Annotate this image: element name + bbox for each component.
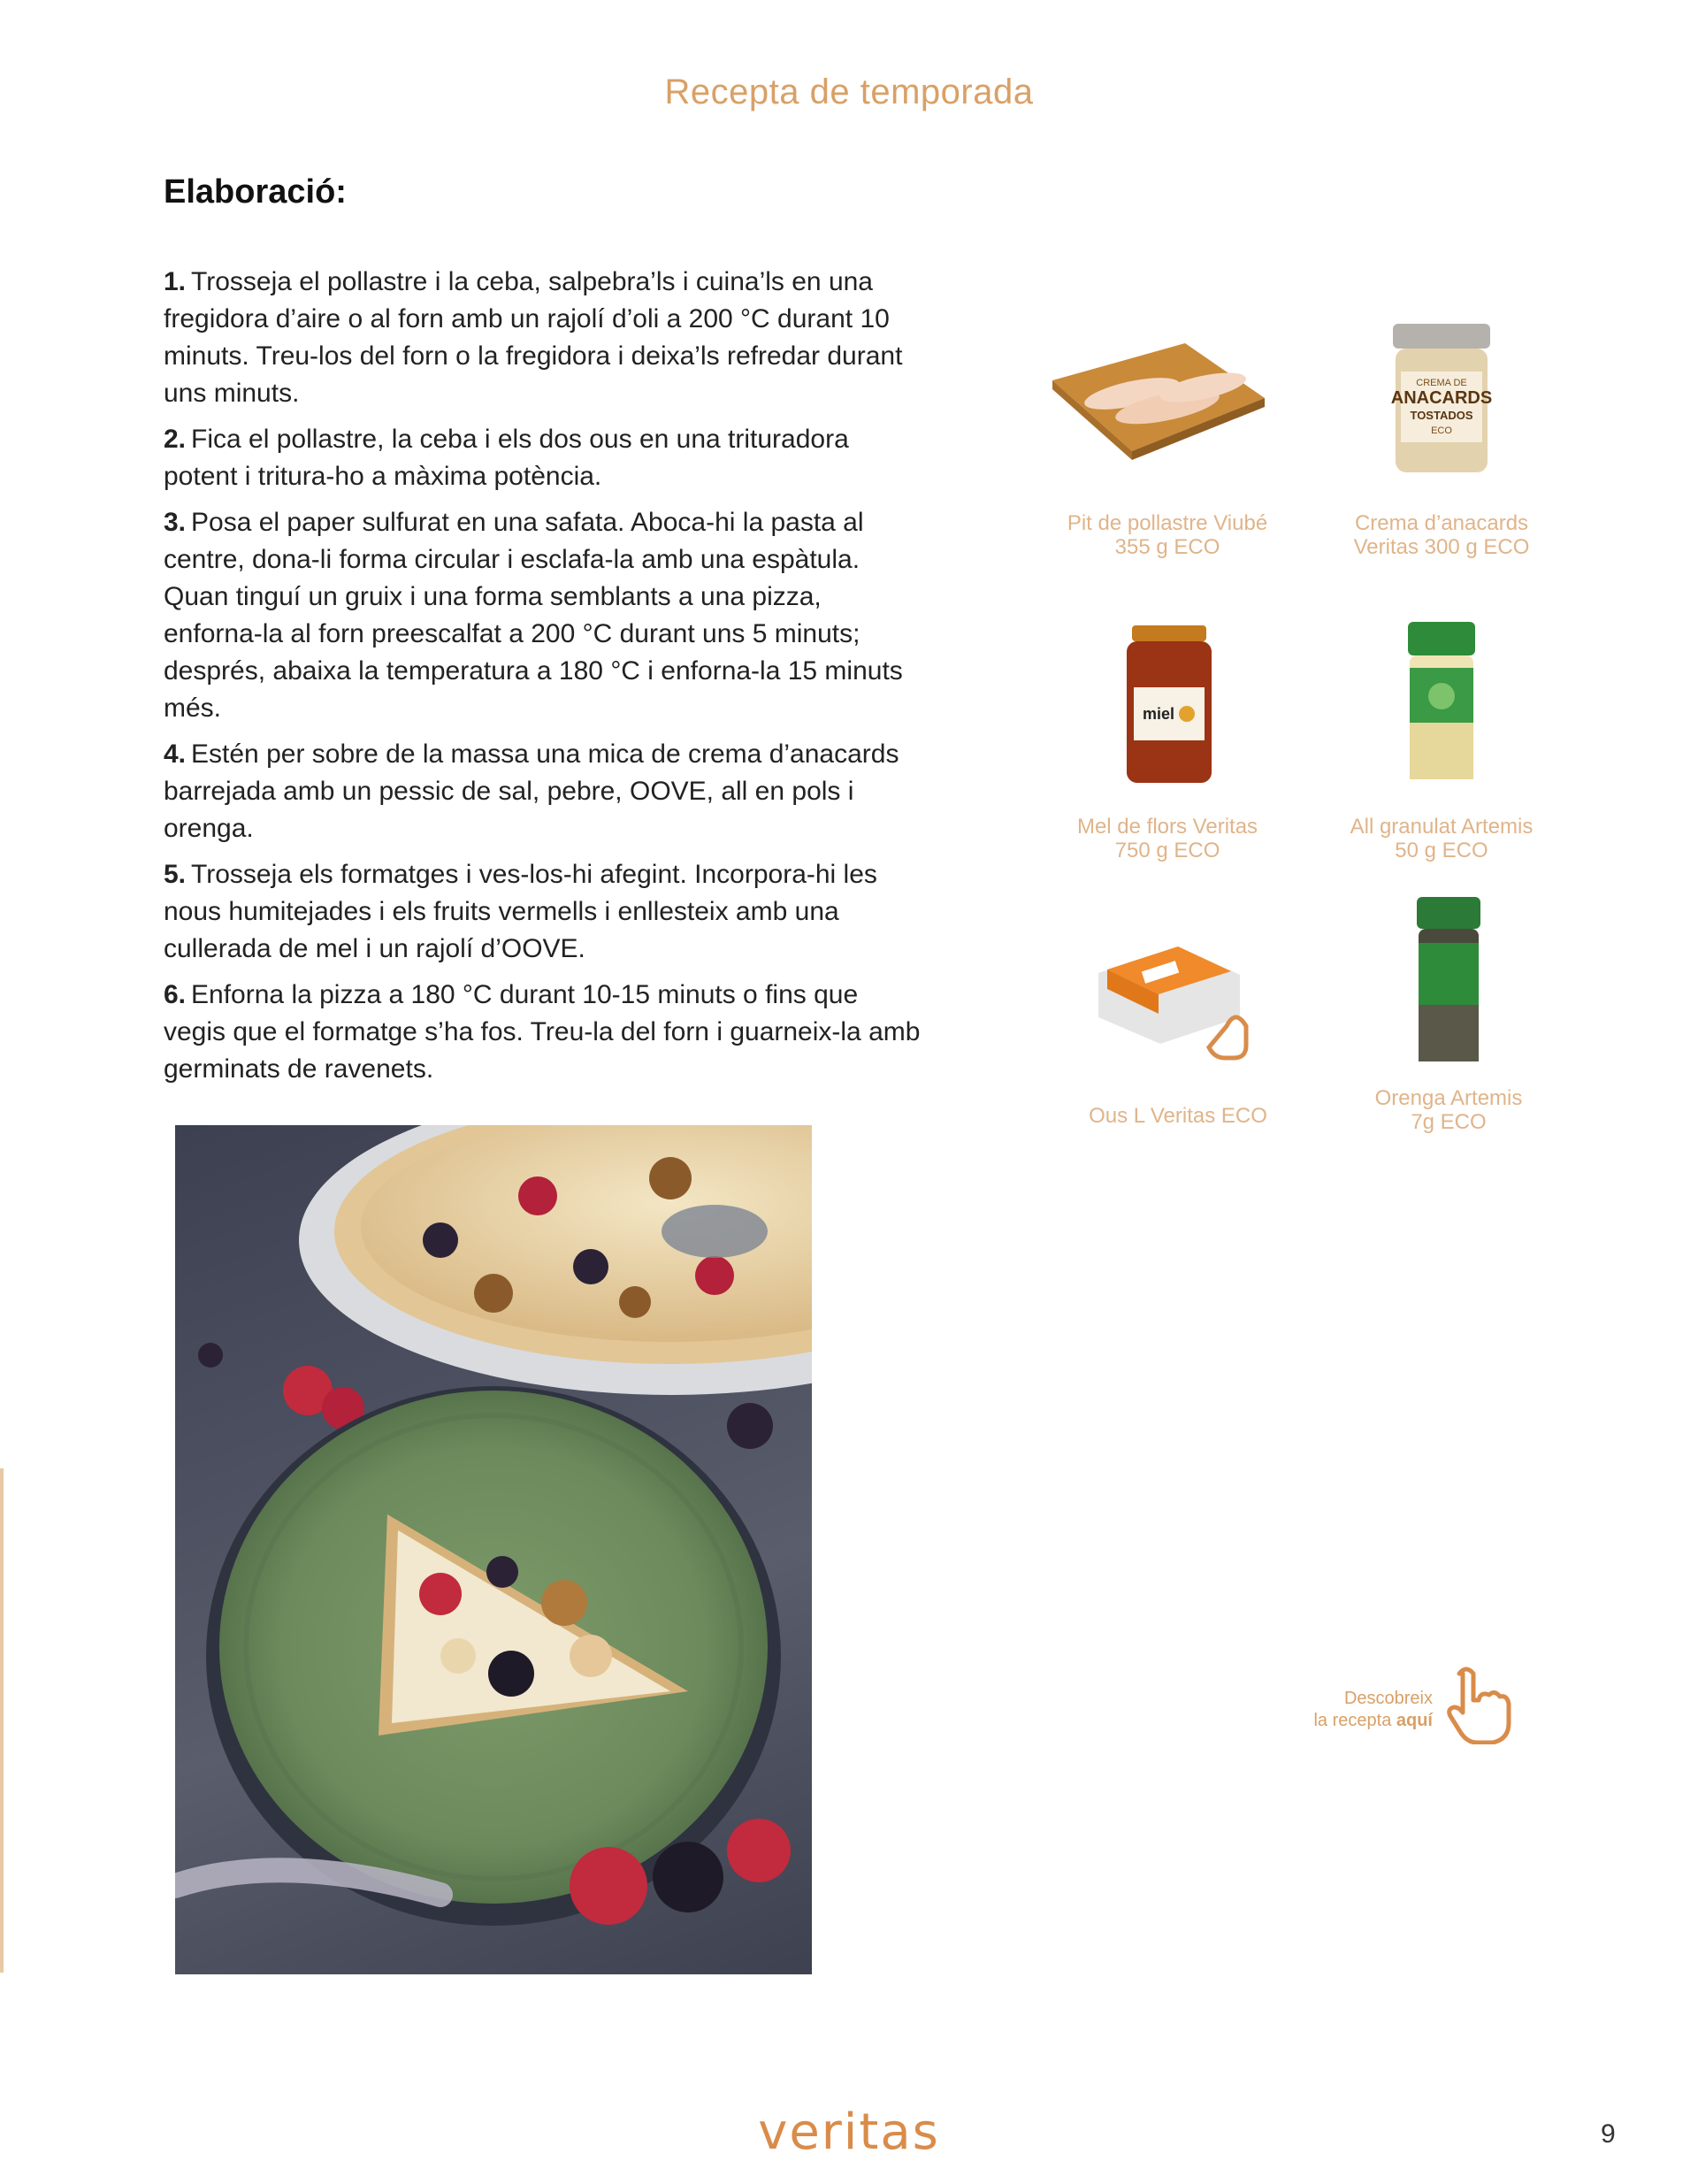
discover-line2: [1313, 1710, 1433, 1732]
step-3: [164, 504, 924, 727]
cashew-cream-image: [1309, 318, 1574, 495]
chicken-breast-image: [1035, 318, 1300, 495]
oregano-image: [1316, 893, 1581, 1070]
product-name: [1309, 511, 1574, 559]
discover-text: [1313, 1688, 1433, 1732]
discover-line1: Descobreix: [1343, 1689, 1433, 1708]
discover-recipe-link[interactable]: [1238, 1647, 1530, 1744]
product-name-line1: Ous L Veritas ECO: [1089, 1104, 1267, 1128]
product-cashew-cream[interactable]: [1309, 318, 1574, 559]
step-5: [164, 856, 924, 968]
product-name-line1: Crema d’anacards: [1354, 511, 1529, 535]
step-number: 1.: [164, 267, 187, 296]
product-garlic[interactable]: [1309, 622, 1574, 862]
honey-image: [1035, 622, 1300, 799]
product-eggs[interactable]: [1045, 911, 1311, 1128]
chicken-breast-icon: [1035, 318, 1300, 495]
page-number: 9: [1601, 2119, 1616, 2149]
product-name-line2: Veritas 300 g ECO: [1353, 535, 1530, 559]
step-number: 2.: [164, 425, 187, 454]
product-name-line2: 750 g ECO: [1114, 839, 1220, 862]
pizza-illustration: [175, 1125, 812, 1974]
step-6: [164, 977, 924, 1088]
product-name: [1316, 1086, 1581, 1134]
page-header: Recepta de temporada: [664, 73, 1034, 111]
pointing-hand-icon: [1433, 1656, 1521, 1744]
step-number: 5.: [164, 860, 187, 889]
product-name-line1: All granulat Artemis: [1350, 815, 1534, 839]
steps-list: [164, 264, 924, 1097]
product-name: [1045, 1104, 1311, 1128]
step-number: 3.: [164, 508, 187, 537]
step-4: [164, 736, 924, 847]
eggs-image: [1045, 911, 1311, 1088]
step-number: 6.: [164, 980, 187, 1009]
step-text: Enforna la pizza a 180 °C durant 10-15 minuts o fins que vegis que el formatge s’ha fos. Treu-la del forn i guarneix-la amb germinats de ravenets.: [164, 980, 921, 1084]
step-number: 4.: [164, 739, 187, 769]
garlic-image: [1309, 622, 1574, 799]
product-name-line2: 355 g ECO: [1114, 535, 1220, 559]
product-name-line1: Mel de flors Veritas: [1076, 815, 1258, 839]
honey-jar-icon: [1035, 622, 1300, 799]
egg-carton-icon: [1045, 911, 1311, 1088]
step-text: Estén per sobre de la massa una mica de crema d’anacards barrejada amb un pessic de sal, pebre, OOVE, all en pols i orenga.: [164, 739, 899, 843]
product-name: [1035, 815, 1300, 862]
discover-line2-prefix: la recepta: [1313, 1711, 1396, 1730]
step-2: [164, 421, 924, 495]
discover-line2-bold: aquí: [1396, 1711, 1433, 1730]
product-chicken[interactable]: [1035, 318, 1300, 559]
section-title: Elaboració:: [164, 173, 347, 211]
step-text: Trosseja els formatges i ves-los-hi afegint. Incorpora-hi les nous humitejades i els fruits vermells i enllesteix amb una cullerada de mel i un rajolí d’OOVE.: [164, 860, 877, 963]
garlic-spice-jar-icon: [1309, 622, 1574, 799]
decorative-strip: [0, 1468, 4, 1973]
product-name-line1: Orenga Artemis: [1374, 1086, 1523, 1110]
svg-text:miel: miel: [1142, 705, 1175, 723]
product-name-line1: Pit de pollastre Viubé: [1067, 511, 1268, 535]
svg-text:ANACARDS: ANACARDS: [1390, 388, 1493, 408]
step-text: Fica el pollastre, la ceba i els dos ous en una trituradora potent i tritura-ho a màxima potència.: [164, 425, 849, 491]
svg-text:CREMA DE: CREMA DE: [1416, 378, 1467, 388]
product-name-line2: 7g ECO: [1411, 1110, 1487, 1134]
step-text: Trosseja el pollastre i la ceba, salpebra’ls i cuina’ls en una fregidora d’aire o al forn amb un rajolí d’oli a 200 °C durant 10 minuts. Treu-los del forn o la fregidora i deixa’ls refredar durant uns minuts.: [164, 267, 903, 408]
svg-text:ECO: ECO: [1431, 425, 1452, 436]
svg-text:TOSTADOS: TOSTADOS: [1410, 409, 1473, 422]
cashew-cream-jar-icon: [1309, 318, 1574, 495]
product-name-line2: 50 g ECO: [1395, 839, 1488, 862]
step-1: [164, 264, 924, 412]
step-text: Posa el paper sulfurat en una safata. Aboca-hi la pasta al centre, dona-li forma circular i esclafa-la amb una espàtula. Quan tinguí un gruix i una forma semblants a una pizza, enforna-la al forn preescalfat a 200 °C durant uns 5 minuts; després, abaixa la temperatura a 180 °C i enforna-la 15 minuts més.: [164, 508, 903, 723]
product-oregano[interactable]: [1316, 893, 1581, 1134]
product-name: [1035, 511, 1300, 559]
pizza-photo: [175, 1125, 812, 1974]
oregano-spice-jar-icon: [1316, 893, 1581, 1070]
product-honey[interactable]: [1035, 622, 1300, 862]
veritas-logo: veritas: [758, 2104, 940, 2161]
product-name: [1309, 815, 1574, 862]
